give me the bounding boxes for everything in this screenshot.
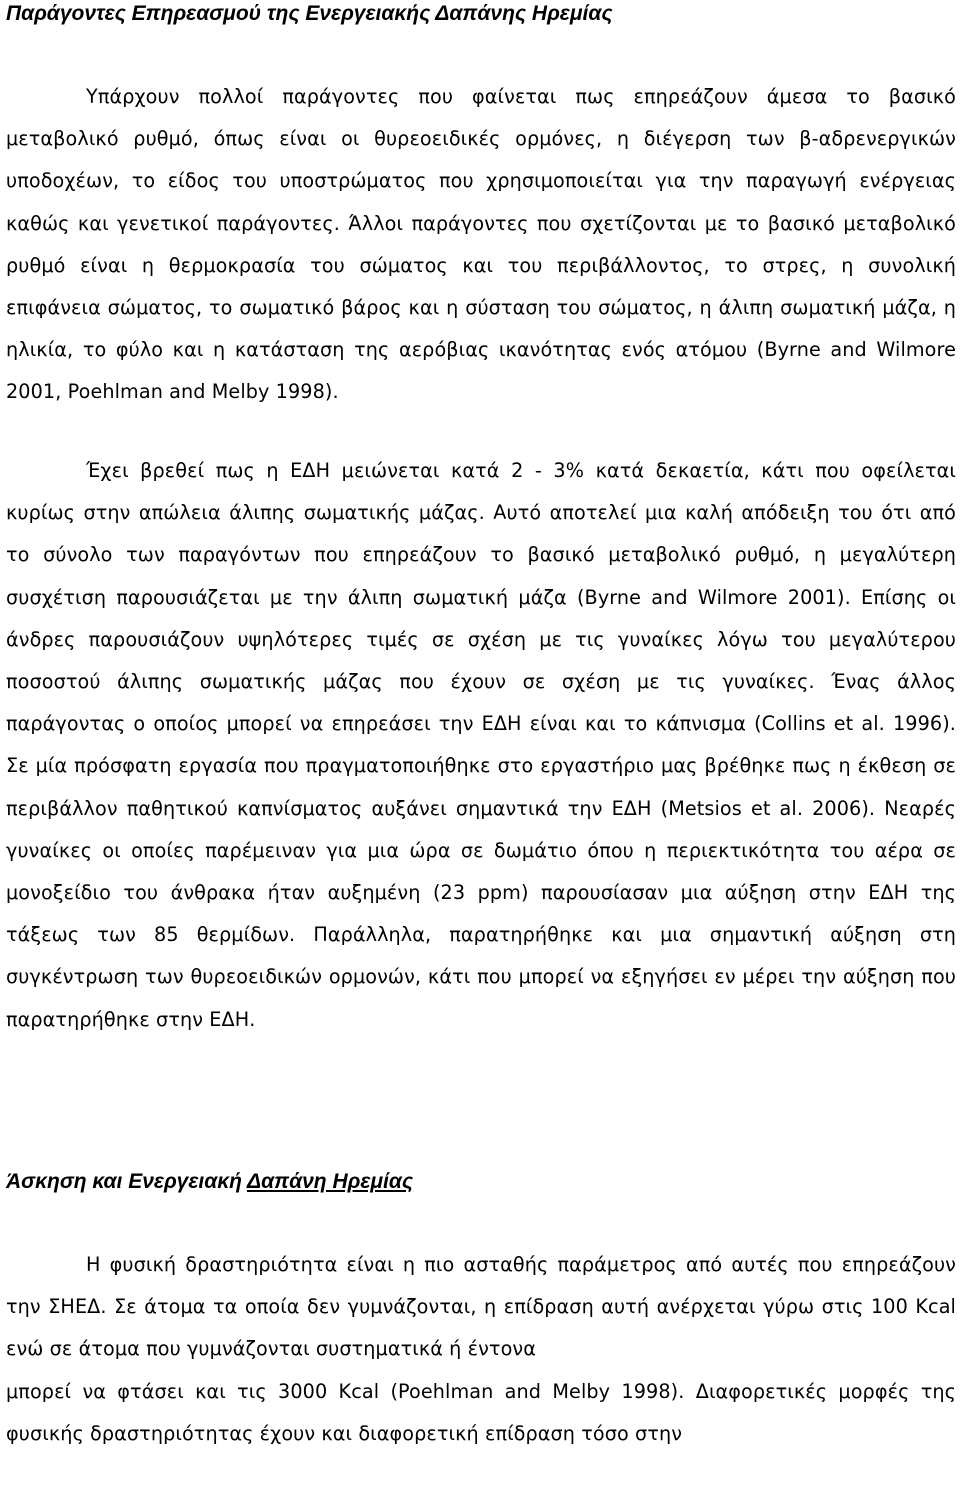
section-heading-resting-energy-factors: Παράγοντες Επηρεασμού της Ενεργειακής Δαπάνης Ηρεμίας bbox=[6, 2, 613, 25]
section-heading-exercise-and-energy bbox=[6, 1170, 413, 1194]
paragraph-physical-activity bbox=[6, 1244, 956, 1455]
heading-2-part-2: Ενεργειακή bbox=[128, 1170, 242, 1193]
heading-2-part-1: Άσκηση και bbox=[6, 1170, 123, 1193]
paragraph-factors-intro: Υπάρχουν πολλοί παράγοντες που φαίνεται πως επηρεάζουν άμεσα το βασικό μεταβολικό ρυθμό, όπως είναι οι θυρεοειδικές ορμόνες, η διέγερση των β-αδρενεργικών υποδοχέων, το είδος του υποστρώματος που χρησιμοποιείται για την παραγωγή ενέργειας καθώς και γενετικοί παράγοντες. Άλλοι παράγοντες που σχετίζονται με το βασικό μεταβολικό ρυθμό είναι η θερμοκρασία του σώματος και του περιβάλλοντος, το στρες, η συνολική επιφάνεια σώματος, το σωματικό βάρος και η σύσταση του σώματος, η άλιπη σωματική μάζα, η ηλικία, το φύλο και η κατάσταση της αερόβιας ικανότητας ενός ατόμου (Byrne and Wilmore 2001, Poehlman and Melby 1998). bbox=[6, 85, 956, 404]
paragraph-age-and-smoking: Έχει βρεθεί πως η ΕΔΗ μειώνεται κατά 2 - 3% κατά δεκαετία, κάτι που οφείλεται κυρίως στην απώλεια άλιπης σωματικής μάζας. Αυτό αποτελεί μια καλή απόδειξη του ότι από το σύνολο των παραγόντων που επηρεάζουν το βασικό μεταβολικό ρυθμό, η μεγαλύτερη συσχέτιση παρουσιάζεται με την άλιπη σωματική μάζα (Byrne and Wilmore 2001). Επίσης οι άνδρες παρουσιάζουν υψηλότερες τιμές σε σχέση με τις γυναίκες λόγω του μεγαλύτερου ποσοστού άλιπης σωματικής μάζας που έχουν σε σχέση με τις γυναίκες. Ένας άλλος παράγοντας ο οποίος μπορεί να επηρεάσει την ΕΔΗ είναι και το κάπνισμα (Collins et al. 1996). Σε μία πρόσφατη εργασία που πραγματοποιήθηκε στο εργαστήριο μας βρέθηκε πως η έκθεση σε περιβάλλον παθητικού καπνίσματος αυξάνει σημαντικά την ΕΔΗ (Metsios et al. 2006). Νεαρές γυναίκες οι οποίες παρέμειναν για μια ώρα σε δωμάτιο όπου η περιεκτικότητα του αέρα σε μονοξείδιο του άνθρακα ήταν αυξημένη (23 ppm) παρουσίασαν μια αύξηση στην ΕΔΗ της τάξεως των 85 θερμίδων. Παράλληλα, παρατηρήθηκε και μια σημαντική αύξηση στη συγκέντρωση των θυρεοειδικών ορμονών, κάτι που μπορεί να εξηγήσει εν μέρει την αύξηση που παρατηρήθηκε στην ΕΔΗ. bbox=[6, 459, 956, 1031]
paragraph-physical-activity-line-2: μπορεί να φτάσει και τις 3000 Kcal (Poehlman and Melby 1998). Διαφορετικές μορφές της φυσικής δραστηριότητας έχουν και διαφορετική επίδραση τόσο στην bbox=[6, 1379, 956, 1445]
heading-2-part-3: Δαπάνη Ηρεμίας bbox=[247, 1170, 414, 1193]
paragraph-physical-activity-line-1: Η φυσική δραστηριότητα είναι η πιο ασταθής παράμετρος από αυτές που επηρεάζουν την ΣΗΕΔ. Σε άτομα τα οποία δεν γυμνάζονται, η επίδραση αυτή ανέρχεται γύρω στις 100 Kcal ενώ σε άτομα που γυμνάζονται συστηματικά ή έντονα bbox=[6, 1253, 956, 1361]
